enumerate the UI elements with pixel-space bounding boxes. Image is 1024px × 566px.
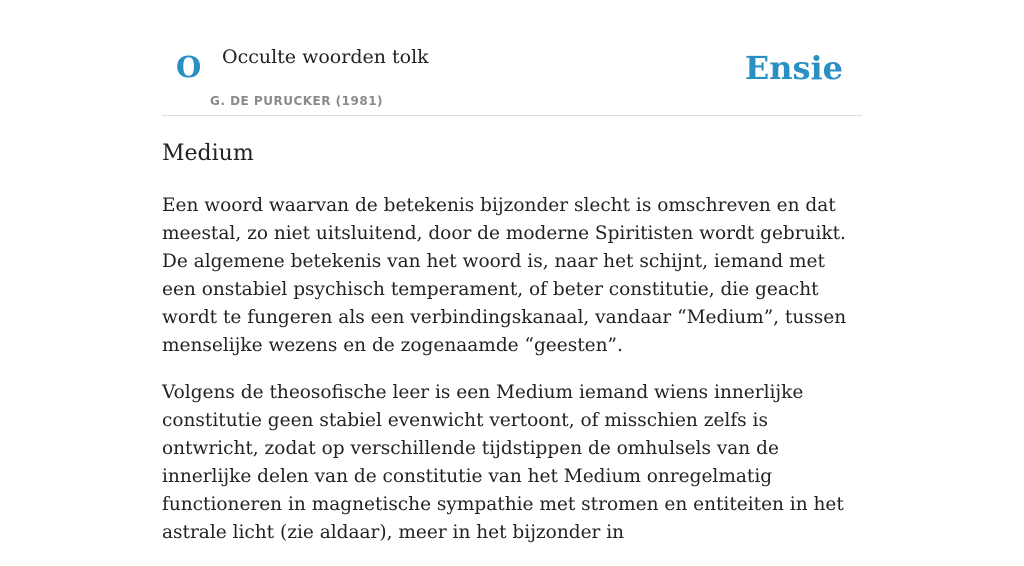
paragraph: Volgens de theosofische leer is een Medium iemand wiens innerlijke constitutie geen stabiel evenwicht vertoont, of misschien zelfs is ontwricht, zodat op verschillende tijdstippen de omhulsels van de innerlijke delen van de constitutie van het Medium onregelmatig functioneren in magnetische sympathie met stromen en entiteiten in het astrale licht (zie aldaar), meer in het bijzonder in bbox=[162, 382, 844, 543]
page bbox=[162, 0, 862, 543]
book-header bbox=[162, 0, 862, 116]
entry-body bbox=[162, 192, 862, 566]
index-letter[interactable]: O bbox=[176, 50, 202, 84]
book-title[interactable]: Occulte woorden tolk bbox=[222, 46, 429, 68]
paragraph: Een woord waarvan de betekenis bijzonder slecht is omschreven en dat meestal, zo niet uitsluitend, door de moderne Spiritisten wordt gebruikt. De algemene betekenis van het woord is, naar het schijnt, iemand met een onstabiel psychisch temperament, of beter constitutie, die geacht wordt te fungeren als een verbindingskanaal, vandaar “Medium”, tussen menselijke wezens en de zogenaamde “geesten”. bbox=[162, 195, 847, 356]
ensie-logo[interactable]: Ensie bbox=[744, 49, 843, 87]
entry-title: Medium bbox=[162, 141, 254, 166]
book-author[interactable]: G. DE PURUCKER (1981) bbox=[210, 94, 384, 108]
